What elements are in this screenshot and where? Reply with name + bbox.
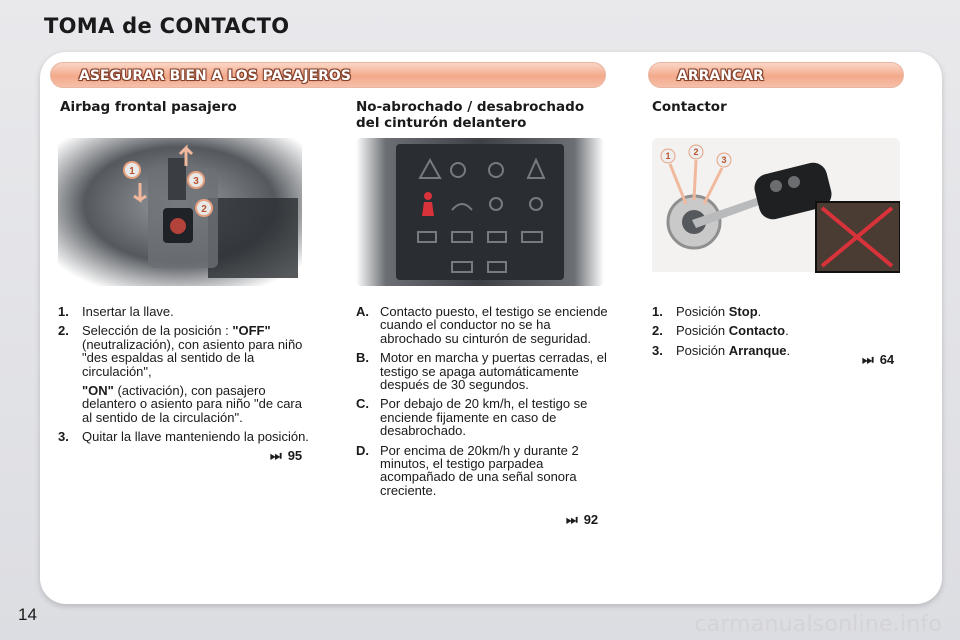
watermark: carmanualsonline.info <box>694 612 942 637</box>
step-number: 1. <box>58 304 69 319</box>
position-end: . <box>757 304 762 319</box>
svg-text:2: 2 <box>201 204 207 215</box>
svg-text:3: 3 <box>721 155 727 165</box>
position-label: Posición <box>676 304 729 319</box>
belt-state-b <box>356 351 608 391</box>
belt-title <box>356 99 584 131</box>
step-number: 3. <box>58 429 69 445</box>
reference-page: 64 <box>879 352 895 367</box>
state-letter: C. <box>356 396 369 412</box>
svg-text:1: 1 <box>665 151 671 161</box>
page-reference-92[interactable] <box>566 512 598 528</box>
step-text: Selección de la posición : <box>82 323 233 339</box>
section-banner-passengers: ASEGURAR BIEN A LOS PASAJEROS <box>50 62 606 88</box>
state-letter: A. <box>356 304 369 319</box>
airbag-step-3 <box>58 430 310 443</box>
position-end: . <box>785 323 789 339</box>
off-label: "OFF" <box>232 323 271 339</box>
position-label: Posición <box>676 323 729 339</box>
position-label: Posición <box>676 342 729 358</box>
step-text: Quitar la llave manteniendo la posición. <box>82 429 309 445</box>
svg-text:3: 3 <box>193 176 199 187</box>
contactor-title: Contactor <box>652 99 727 115</box>
position-number: 2. <box>652 323 663 339</box>
airbag-steps <box>58 305 310 450</box>
position-stop <box>652 305 902 318</box>
airbag-title: Airbag frontal pasajero <box>60 99 237 115</box>
state-text: Contacto puesto, el testigo se enciende cuando el conductor no se ha abrochado su cinturón de seguridad. <box>380 304 608 346</box>
step-text: (activación), con pasajero delantero o asiento para niño "de cara al sentido de la circulación". <box>82 383 302 425</box>
belt-state-a <box>356 305 608 345</box>
warning-lights-photo <box>356 138 604 286</box>
state-letter: B. <box>356 350 369 366</box>
reference-page: 92 <box>583 512 599 527</box>
belt-title-line-2: del cinturón delantero <box>356 115 527 131</box>
on-label: "ON" <box>82 383 114 399</box>
position-number: 3. <box>652 342 663 358</box>
belt-state-d <box>356 444 608 498</box>
airbag-switch-photo <box>58 138 302 286</box>
step-text: (neutralización), con asiento para niño "des espaldas al sentido de la circulación", <box>82 336 303 379</box>
svg-text:2: 2 <box>693 147 699 157</box>
svg-text:1: 1 <box>129 166 135 177</box>
section-banner-starting: ARRANCAR <box>648 62 904 88</box>
step-number: 2. <box>58 323 69 339</box>
state-text: Por encima de 20km/h y durante 2 minutos, el testigo parpadea acompañado de una señal sonora creciente. <box>380 442 579 498</box>
position-name: Contacto <box>728 323 786 339</box>
ignition-key-photo <box>652 138 900 296</box>
belt-state-c <box>356 397 608 437</box>
state-letter: D. <box>356 442 369 458</box>
position-number: 1. <box>652 304 663 319</box>
position-contacto <box>652 324 902 337</box>
reference-arrow-icon: ⏭ <box>566 512 578 527</box>
belt-title-line-1: No-abrochado / desabrochado <box>356 99 585 115</box>
page-number: 14 <box>18 605 37 624</box>
reference-arrow-icon: ⏭ <box>862 352 874 367</box>
airbag-step-1 <box>58 305 310 318</box>
state-text: Motor en marcha y puertas cerradas, el testigo se apaga automáticamente después de 30 segundos. <box>380 350 607 393</box>
position-name: Arranque <box>728 342 787 358</box>
state-text: Por debajo de 20 km/h, el testigo se enciende fijamente en caso de desabrochado. <box>380 396 588 439</box>
reference-page: 95 <box>287 448 303 463</box>
position-end: . <box>786 342 791 358</box>
position-name: Stop <box>728 304 758 319</box>
reference-arrow-icon: ⏭ <box>270 448 282 463</box>
airbag-step-2 <box>58 324 310 424</box>
page-title: TOMA de CONTACTO <box>44 14 290 38</box>
step-text: Insertar la llave. <box>82 304 174 319</box>
page-reference-64[interactable] <box>862 352 894 368</box>
page-reference-95[interactable] <box>270 448 302 464</box>
belt-states <box>356 305 608 503</box>
